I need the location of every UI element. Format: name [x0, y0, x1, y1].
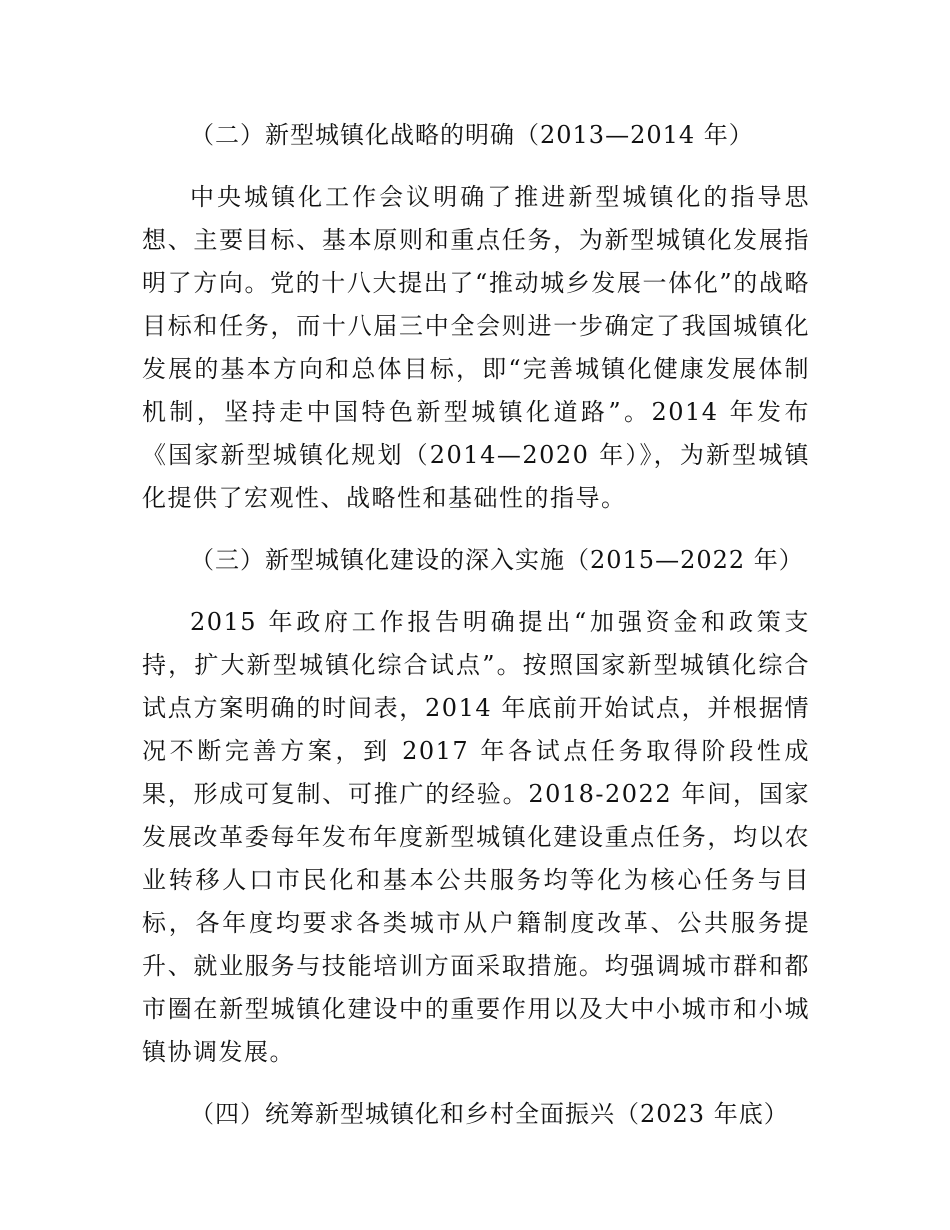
section-heading-3: （三）新型城镇化建设的深入实施（2015—2022 年） — [190, 546, 804, 574]
section-paragraph-2: 中央城镇化工作会议明确了推进新型城镇化的指导思想、主要目标、基本原则和重点任务，为新型城镇化发展指明了方向。党的十八大提出了“推动城乡发展一体化”的战略目标和任务，而十八届三中全会则进一步确定了我国城镇化发展的基本方向和总体目标，即“完善城镇化健康发展体制机制，坚持走中国特色新型城镇化道路”。2014 年发布《国家新型城镇化规划（2014—2020 年）》，为新型城镇化提供了宏观性、战略性和基础性的指导。 — [142, 183, 810, 512]
section-heading-4: （四）统筹新型城镇化和乡村全面振兴（2023 年底） — [190, 1100, 789, 1128]
section-paragraph-3: 2015 年政府工作报告明确提出“加强资金和政策支持，扩大新型城镇化综合试点”。按照国家新型城镇化综合试点方案明确的时间表，2014 年底前开始试点，并根据情况不断完善方案，到 2017 年各试点任务取得阶段性成果，形成可复制、可推广的经验。2018-2022 年间，国家发展改革委每年发布年度新型城镇化建设重点任务，均以农业转移人口市民化和基本公共服务均等化为核心任务与目标，各年度均要求各类城市从户籍制度改革、公共服务提升、就业服务与技能培训方面采取措施。均强调城市群和都市圈在新型城镇化建设中的重要作用以及大中小城市和小城镇协调发展。 — [142, 608, 810, 1066]
section-heading-2: （二）新型城镇化战略的明确（2013—2014 年） — [190, 121, 754, 149]
document-body — [142, 114, 810, 1155]
